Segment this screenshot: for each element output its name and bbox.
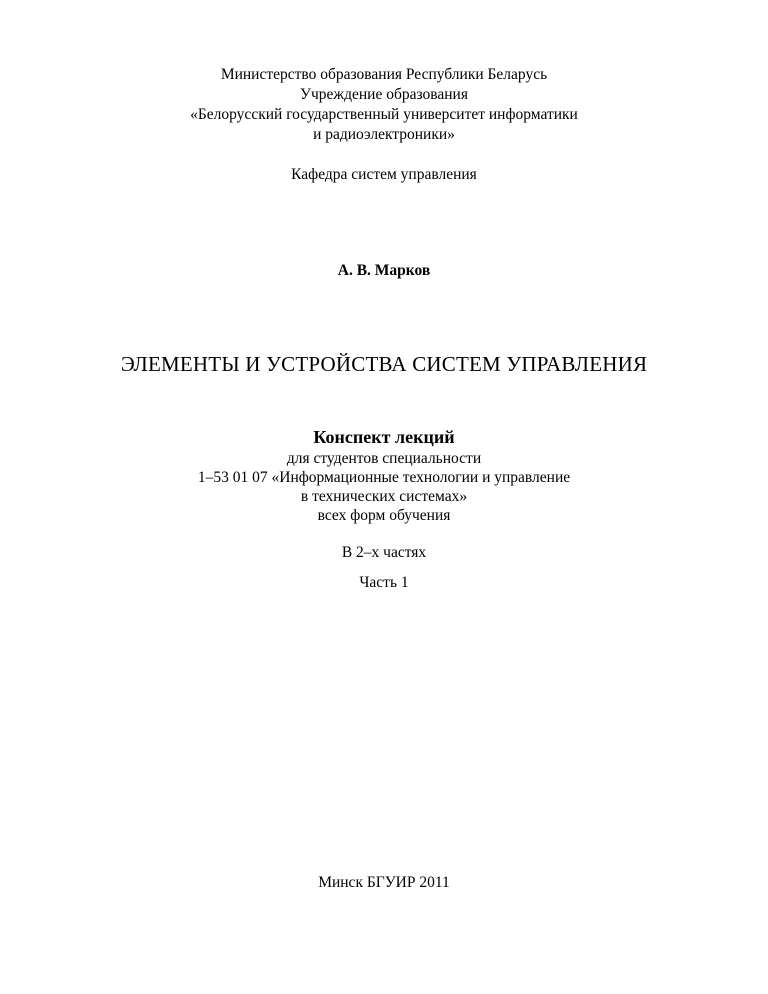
department-line: Кафедра систем управления: [291, 166, 477, 183]
audience-line-3: в технических системах»: [300, 488, 468, 505]
author-name: А. В. Марков: [337, 262, 431, 279]
parts-total: В 2–х частях: [341, 544, 427, 561]
university-line-1: «Белорусский государственный университет информатики: [190, 106, 578, 123]
imprint: Минск БГУИР 2011: [318, 874, 450, 891]
part-number: Часть 1: [359, 574, 409, 591]
institution-type-line: Учреждение образования: [300, 86, 468, 103]
ministry-line: Министерство образования Республики Беларусь: [220, 66, 548, 83]
document-title: ЭЛЕМЕНТЫ И УСТРОЙСТВА СИСТЕМ УПРАВЛЕНИЯ: [120, 352, 648, 376]
audience-line-1: для студентов специальности: [286, 450, 482, 467]
audience-line-4: всех форм обучения: [317, 507, 451, 524]
audience-line-2: 1–53 01 07 «Информационные технологии и управление: [197, 469, 571, 486]
university-line-2: и радиоэлектроники»: [313, 126, 455, 143]
document-kind: Конспект лекций: [313, 427, 455, 447]
